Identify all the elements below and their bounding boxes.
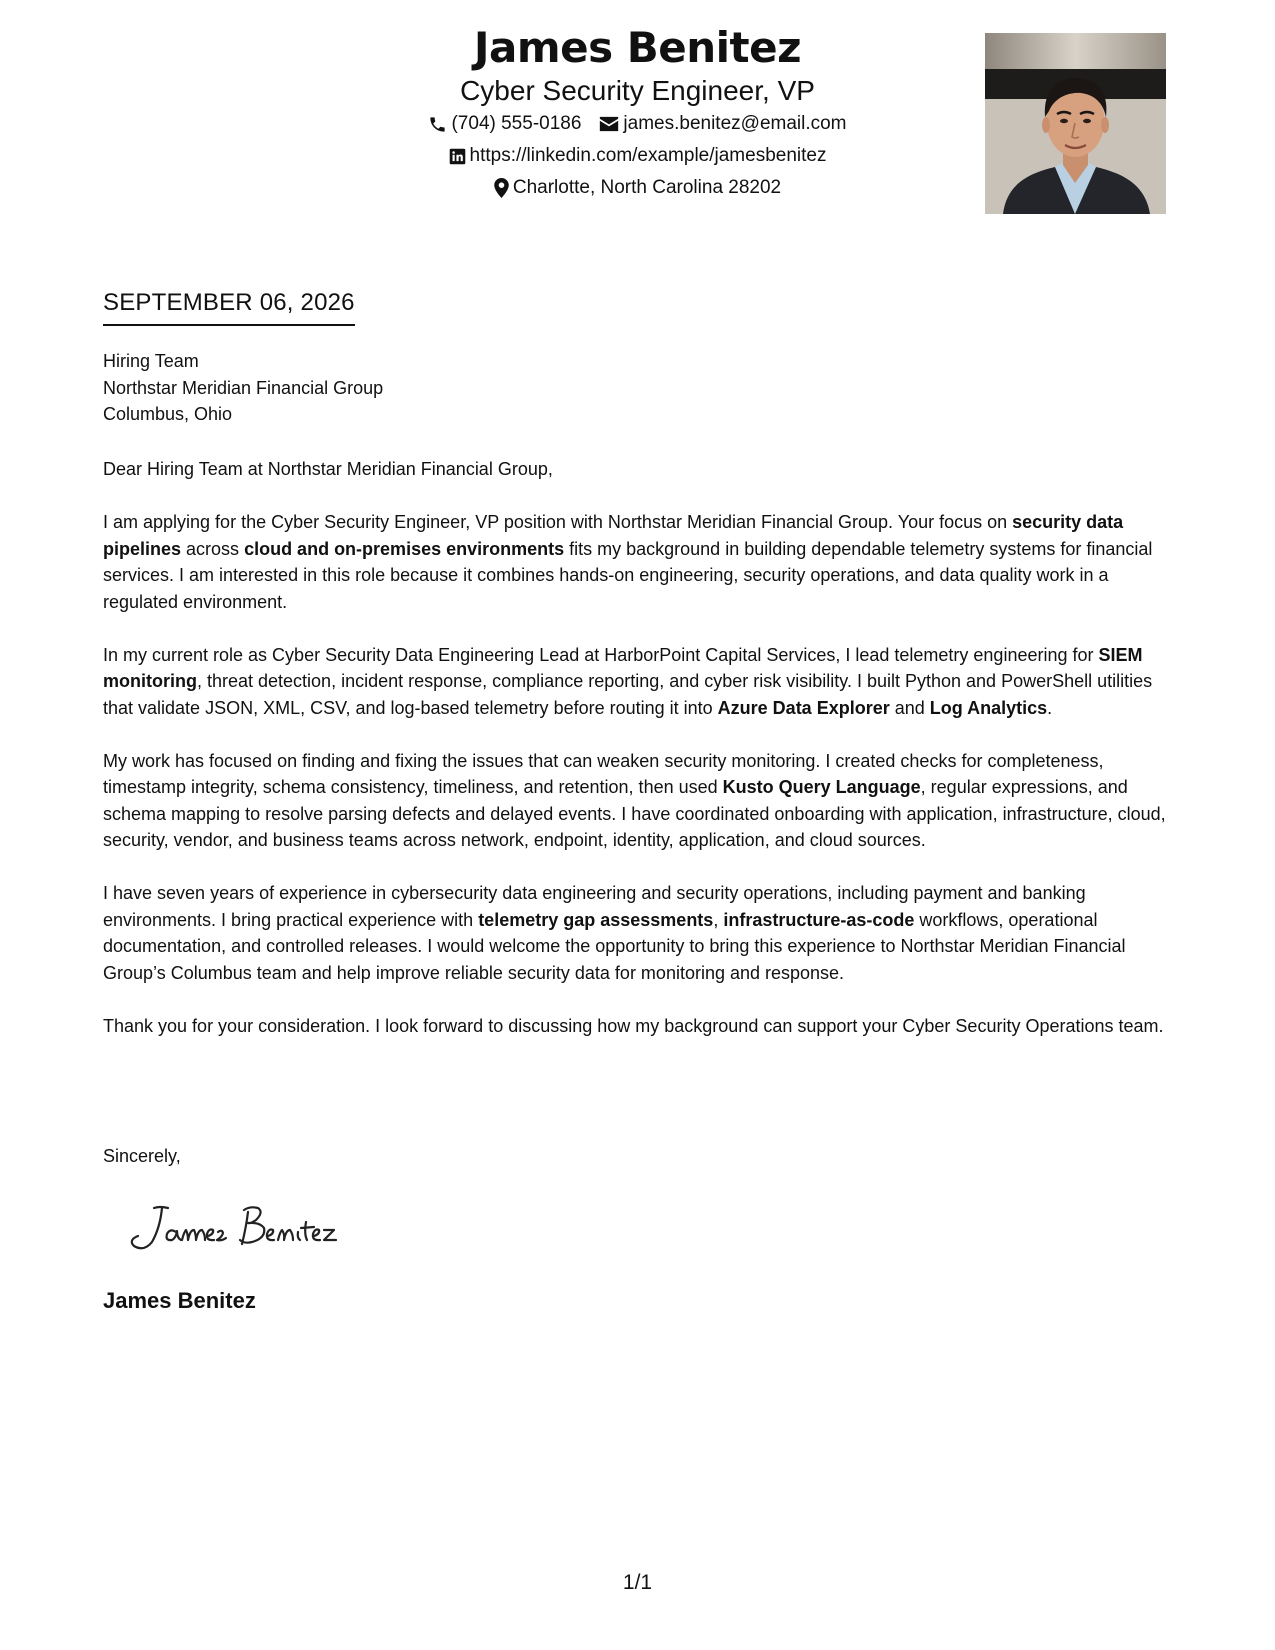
paragraph-4: I have seven years of experience in cybersecurity data engineering and security operations, including payment and banking environments. I bring practical experience with telemetry gap assessments, infrastructure-as-code workflows, operational documentation, and controlled releases. I would welcome the opportunity to bring this experience to Northstar Meridian Financial Group’s Columbus team and help improve reliable security data for monitoring and response. — [103, 883, 1126, 983]
highlight-infrastructure-as-code: infrastructure-as-code — [723, 909, 915, 930]
highlight-cloud-on-prem: cloud and on-premises environments — [244, 538, 565, 559]
recipient-line-3: Columbus, Ohio — [103, 404, 233, 424]
phone-icon — [428, 115, 447, 134]
linkedin-url: https://linkedin.com/example/jamesbenitez — [469, 145, 827, 166]
paragraph-2: In my current role as Cyber Security Data Engineering Lead at HarborPoint Capital Services, I lead telemetry engineering for SIEM monitoring, threat detection, incident response, compliance reporting, and cyber risk visibility. I built Python and PowerShell utilities that validate JSON, XML, CSV, and log-based telemetry before routing it into Azure Data Explorer and Log Analytics. — [103, 644, 1153, 718]
email-contact[interactable] — [599, 108, 846, 140]
linkedin-contact[interactable] — [449, 140, 827, 172]
paragraph-1: I am applying for the Cyber Security Engineer, VP position with Northstar Meridian Financial Group. Your focus on security data pipelines across cloud and on-premises environments fits my background in building dependable telemetry systems for financial services. I am interested in this role because it combines hands-on engineering, security operations, and data quality work in a regulated environment. — [103, 512, 1153, 612]
signed-name: James Benitez — [103, 1288, 256, 1313]
salutation: Dear Hiring Team at Northstar Meridian Financial Group, — [103, 459, 553, 479]
highlight-telemetry-gap-assessments: telemetry gap assessments — [478, 909, 714, 930]
email-address: james.benitez@email.com — [623, 113, 847, 134]
phone-number: (704) 555-0186 — [451, 113, 582, 134]
highlight-azure-data-explorer: Azure Data Explorer — [717, 697, 890, 718]
recipient-block — [103, 348, 383, 428]
letter-body — [103, 456, 1175, 1066]
handwritten-signature — [118, 1198, 358, 1258]
paragraph-3: My work has focused on finding and fixing the issues that can weaken security monitoring. I created checks for completeness, timestamp integrity, schema consistency, timeliness, and retention, then used Kusto Query Language, regular expressions, and schema mapping to resolve parsing defects and delayed events. I have coordinated onboarding with application, infrastructure, cloud, security, vendor, and business teams across network, endpoint, identity, application, and cloud sources. — [103, 750, 1166, 850]
paragraph-5: Thank you for your consideration. I look forward to discussing how my background can support your Cyber Security Operations team. — [103, 1015, 1164, 1036]
linkedin-icon — [449, 148, 466, 165]
map-pin-icon — [494, 178, 509, 198]
letter-date: SEPTEMBER 06, 2026 — [103, 288, 355, 326]
profile-photo — [985, 33, 1166, 214]
applicant-title: Cyber Security Engineer, VP — [460, 75, 815, 106]
highlight-kusto-query-language: Kusto Query Language — [722, 777, 921, 797]
phone-contact[interactable] — [428, 108, 581, 140]
closing: Sincerely, — [103, 1146, 181, 1166]
envelope-icon — [599, 116, 619, 132]
page-number: 1/1 — [622, 1571, 653, 1594]
recipient-line-2: Northstar Meridian Financial Group — [103, 377, 384, 398]
highlight-siem-monitoring: SIEM monitoring — [103, 644, 1143, 691]
location-contact — [494, 172, 781, 204]
highlight-log-analytics: Log Analytics — [929, 697, 1048, 718]
recipient-line-1: Hiring Team — [103, 351, 199, 371]
applicant-name: James Benitez — [473, 23, 802, 72]
highlight-security-data-pipelines: security data pipelines — [103, 512, 1124, 559]
location-text: Charlotte, North Carolina 28202 — [512, 177, 782, 198]
